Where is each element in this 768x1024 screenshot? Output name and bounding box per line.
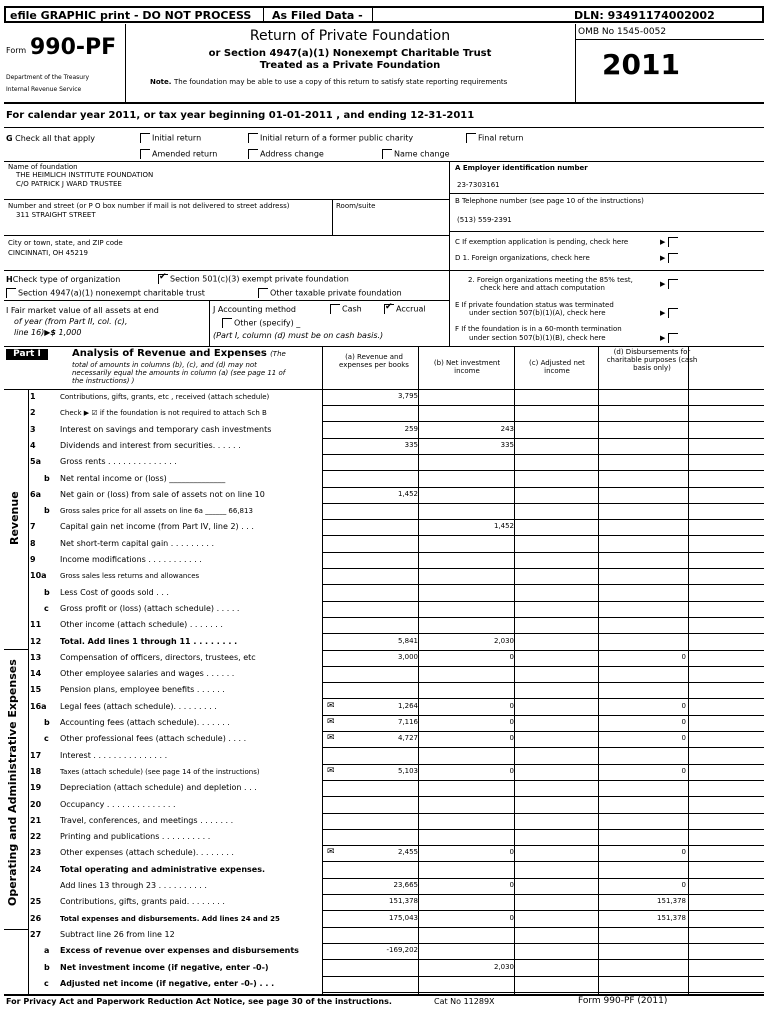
line-label: Net gain or (loss) from sale of assets not on line 10 [60,489,265,499]
line-label: Excess of revenue over expenses and disbursements [60,946,299,956]
table-row [0,960,768,976]
line-label: Gross sales price for all assets on line 6a ______ 66,813 [60,507,253,516]
line-label: Total operating and administrative expenses. [60,864,265,874]
col-b-value: 0 [509,913,514,922]
dln: DLN: 93491174002002 [574,9,715,22]
line-number: 7 [30,522,36,532]
name-change-checkbox[interactable]: Name change [382,149,450,159]
line-label: Dividends and interest from securities. . . . . . [60,440,241,450]
line-label: Net rental income or (loss) ______________ [60,473,226,483]
line-number: c [44,734,49,744]
table-row [0,536,768,552]
line-label: Add lines 13 through 23 . . . . . . . . . . [60,881,207,890]
table-row [0,682,768,698]
part1-badge: Part I [6,349,48,360]
col-d-value: 151,378 [657,897,686,906]
initial-return-former-checkbox[interactable]: Initial return of a former public charity [248,133,413,143]
line-number: b [44,473,50,483]
col-a-value: 3,000 [397,652,418,661]
line-number: 26 [30,913,42,923]
ein: 23-7303161 [457,181,500,189]
table-row [0,519,768,535]
col-a-value: 1,264 [397,701,418,710]
col-c-header: (c) Adjusted net income [529,359,585,375]
line-number: 5a [30,457,41,467]
table-row [0,748,768,764]
form-number: 990-PF [30,35,117,60]
line-label: Taxes (attach schedule) (see page 14 of the instructions) [60,767,260,776]
line-label: Depreciation (attach schedule) and depletion . . . [60,783,257,793]
table-row [0,780,768,796]
attachment-icon[interactable]: ✉ [327,733,335,744]
line-number: 11 [30,620,42,630]
table-row [0,764,768,780]
col-d-value: 0 [681,848,686,857]
table-row [0,797,768,813]
line-number: b [44,718,50,727]
section-501c3-checkbox[interactable]: ✔ Section 501(c)(3) exempt private foundation [158,274,349,284]
checkbox-d1[interactable]: ▶ [660,253,680,263]
line-number: 13 [30,652,42,662]
col-b-value: 0 [509,652,514,661]
table-row [0,845,768,861]
table-row [0,634,768,650]
table-row [0,471,768,487]
other-method-checkbox[interactable]: Other (specify) _ [222,318,300,328]
line-label: Net investment income (if negative, enter -0-) [60,962,269,972]
table-row [0,601,768,617]
line-number: 17 [30,750,42,760]
col-a-value: 5,103 [397,766,418,775]
check-all-label: G Check all that apply [6,134,95,143]
line-number: 14 [30,669,42,679]
line-label: Printing and publications . . . . . . . . . . [60,832,211,842]
table-row [0,438,768,454]
table-row [0,894,768,910]
final-return-checkbox[interactable]: Final return [466,133,523,143]
expenses-side-label: Operating and Administrative Expenses [6,659,19,906]
line-number: 21 [30,815,42,825]
line-number: 22 [30,832,42,842]
phone: (513) 559-2391 [457,216,512,224]
col-d-value: 151,378 [657,913,686,922]
table-row [0,585,768,601]
line-label: Adjusted net income (if negative, enter -0-) . . . [60,978,275,988]
line-label: Pension plans, employee benefits . . . . . . [60,685,225,695]
col-d-value: 0 [681,881,686,889]
checkbox-e[interactable]: ▶ [660,308,680,318]
line-label: Other employee salaries and wages . . . . . . [60,669,235,679]
line-label: Legal fees (attach schedule). . . . . . . . . [60,701,217,711]
line-number: 10a [30,571,47,581]
line-label: Capital gain net income (from Part IV, line 2) . . . [60,522,254,532]
table-row [0,878,768,894]
line-label: Accounting fees (attach schedule). . . . . . . [60,718,230,727]
line-number: 19 [30,783,42,793]
col-b-value: 0 [509,701,514,710]
amended-return-checkbox[interactable]: Amended return [140,149,217,159]
initial-return-checkbox[interactable]: Initial return [140,133,201,143]
line-label: Gross profit or (loss) (attach schedule) . . . . . [60,603,240,613]
line-number: 18 [30,766,42,776]
line-label: Gross rents . . . . . . . . . . . . . . [60,457,177,467]
line-number: 2 [30,408,36,418]
line-label: Income modifications . . . . . . . . . . . [60,555,202,564]
table-row [0,552,768,568]
col-b-value: 335 [500,440,514,449]
privacy-notice: For Privacy Act and Paperwork Reduction Act Notice, see page 30 of the instructions. [6,997,392,1006]
table-row [0,715,768,731]
line-number: 16a [30,701,47,711]
other-taxable-checkbox[interactable]: Other taxable private foundation [258,288,402,298]
attachment-icon[interactable]: ✉ [327,700,335,711]
part1-title: Analysis of Revenue and Expenses (The [72,348,286,359]
col-b-header: (b) Net investment income [433,359,501,375]
col-a-value: 4,727 [397,734,418,743]
line-number: 1 [30,392,36,401]
street-address: 311 STRAIGHT STREET [16,211,96,219]
col-b-value: 243 [500,424,514,433]
line-number: 3 [30,424,36,434]
col-a-value: 151,378 [389,897,418,906]
line-number: b [44,587,50,597]
col-b-value: 2,030 [493,962,514,971]
section-4947-checkbox[interactable]: Section 4947(a)(1) nonexempt charitable trust [6,288,205,298]
col-b-value: 1,452 [493,522,514,531]
line-number: a [44,946,50,956]
col-d-header: (d) Disbursements for charitable purposes (cash basis only) [606,348,698,372]
table-row [0,617,768,633]
table-row [0,699,768,715]
fmv-assets: line 16)▶$ 1,000 [14,328,82,337]
filed-label: As Filed Data - [272,9,363,22]
table-row [0,422,768,438]
col-b-value: 0 [509,734,514,743]
cash-method-checkbox[interactable]: Cash [330,304,362,314]
accrual-method-checkbox[interactable]: ✔ Accrual [384,304,426,314]
line-number: c [44,603,49,613]
col-d-value: 0 [681,701,686,710]
col-b-value: 0 [509,766,514,775]
line-label: Other expenses (attach schedule). . . . . . . . [60,848,234,858]
table-row [0,911,768,927]
line-label: Subtract line 26 from line 12 [60,929,175,939]
line-number: c [44,978,49,988]
col-b-value: 0 [509,848,514,857]
line-label: Compensation of officers, directors, trustees, etc [60,652,256,662]
line-number: 23 [30,848,42,858]
col-a-value: 175,043 [389,913,418,922]
line-label: Interest . . . . . . . . . . . . . . . [60,750,168,760]
col-d-value: 0 [681,718,686,726]
table-row [0,829,768,845]
line-label: Total. Add lines 1 through 11 . . . . . . . . [60,636,238,646]
line-number: 25 [30,897,42,907]
table-row [0,976,768,992]
col-b-value: 0 [509,881,514,889]
line-label: Less Cost of goods sold . . . [60,587,169,597]
col-a-value: 2,455 [397,848,418,857]
table-row [0,454,768,470]
table-row [0,862,768,878]
line-label: Contributions, gifts, grants paid. . . . . . . . [60,897,225,907]
table-row [0,568,768,584]
line-number: 6a [30,489,41,499]
efile-label: efile GRAPHIC print - DO NOT PROCESS [10,9,252,22]
form-title: Return of Private Foundation [249,28,451,44]
col-a-value: 1,452 [397,489,418,498]
city-state-zip: CINCINNATI, OH 45219 [8,249,88,257]
col-b-value: 2,030 [493,636,514,645]
col-d-value: 0 [681,766,686,775]
tax-year: 2011 [602,48,680,81]
line-number: 20 [30,799,42,809]
line-label: Other professional fees (attach schedule) . . . . [60,734,247,744]
line-number: b [44,962,50,972]
line-number: 27 [30,929,42,939]
foundation-name: THE HEIMLICH INSTITUTE FOUNDATION [16,171,154,179]
line-number: 24 [30,864,42,874]
col-a-value: 5,841 [397,636,418,645]
line-label: Occupancy . . . . . . . . . . . . . . [60,799,176,809]
table-row [0,487,768,503]
form-footer: Form 990-PF (2011) [578,996,668,1006]
line-number: 9 [30,555,36,564]
col-d-value: 0 [681,652,686,661]
col-a-value: 23,665 [393,881,418,889]
col-a-value: -169,202 [386,946,418,955]
col-a-value: 7,116 [397,718,418,726]
line-label: Total expenses and disbursements. Add lines 24 and 25 [60,914,280,923]
attachment-icon[interactable]: ✉ [327,765,335,776]
calendar-year: For calendar year 2011, or tax year beginning 01-01-2011 , and ending 12-31-2011 [6,110,475,121]
line-label: Interest on savings and temporary cash investments [60,424,272,434]
checkbox-d2[interactable]: ▶ [660,279,680,289]
table-row [0,943,768,959]
line-label: Gross sales less returns and allowances [60,572,200,581]
omb-number: OMB No 1545-0052 [578,27,667,37]
revenue-side-label: Revenue [8,491,21,545]
col-a-header: (a) Revenue and expenses per books [339,353,409,369]
col-b-value: 0 [509,718,514,726]
table-row [0,503,768,519]
form-header: Form 990-PF Department of the Treasury Internal Revenue Service Return of Private Foundation or Section 4947(a)(1) Nonexempt Charitable Trust Treated as a Private Foundation Note. The foundation may be able to use a copy of this return to satisfy state reporting requirements OMB No 1545-0052 2011 [4,24,764,102]
table-row [0,389,768,405]
checkbox-f[interactable]: ▶ [660,333,680,343]
line-number: 4 [30,440,36,450]
line-label: Other income (attach schedule) . . . . . . . [60,620,223,630]
line-number: b [44,506,50,516]
table-row [0,666,768,682]
address-change-checkbox[interactable]: Address change [248,149,324,159]
attachment-icon[interactable]: ✉ [327,847,335,858]
line-label: Check ▶ ☑ if the foundation is not required to attach Sch B [60,409,267,418]
cat-number: Cat No 11289X [434,997,495,1006]
col-d-value: 0 [681,734,686,743]
checkbox-c[interactable]: ▶ [660,237,680,247]
table-row [0,650,768,666]
line-label: Travel, conferences, and meetings . . . . . . . [60,815,234,825]
line-label: Contributions, gifts, grants, etc , received (attach schedule) [60,393,270,401]
org-type-label: HCheck type of organization [6,275,121,284]
table-row [0,731,768,747]
col-a-value: 335 [404,440,418,449]
table-row [0,927,768,943]
line-number: 8 [30,538,36,548]
col-a-value: 259 [404,424,418,433]
banner [4,6,764,23]
line-number: 15 [30,685,42,695]
col-a-value: 3,795 [397,392,418,400]
table-row [0,813,768,829]
attachment-icon[interactable]: ✉ [327,717,335,727]
table-row [0,405,768,421]
line-label: Net short-term capital gain . . . . . . . . . [60,538,215,548]
line-number: 12 [30,636,42,646]
